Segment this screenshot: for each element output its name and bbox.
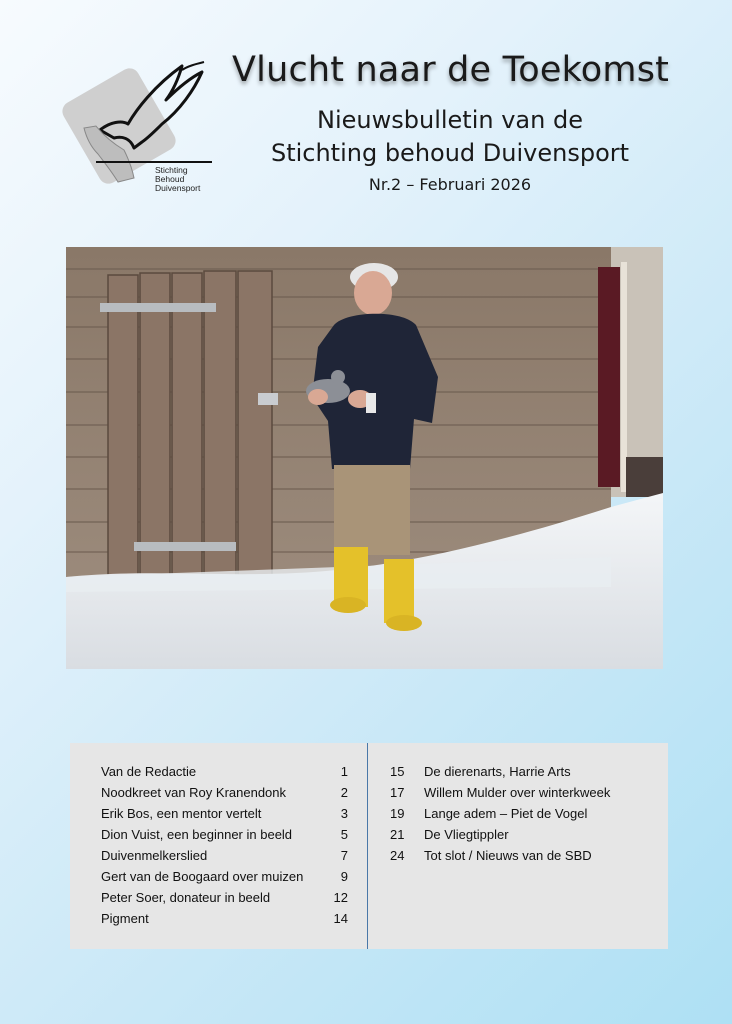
toc-entry-page: 12 — [333, 890, 348, 905]
toc-entry[interactable] — [390, 824, 660, 845]
newsletter-subtitle — [240, 104, 660, 170]
toc-entry-title: De dierenarts, Harrie Arts — [424, 764, 571, 779]
toc-entry-title: Tot slot / Nieuws van de SBD — [424, 848, 592, 863]
logo-caption-line: Stichting — [155, 165, 188, 175]
subtitle-line: Nieuwsbulletin van de — [317, 106, 583, 134]
cover-photo — [66, 247, 663, 669]
logo-caption-line: Duivensport — [155, 183, 201, 193]
toc-entry[interactable] — [390, 761, 660, 782]
toc-entry[interactable] — [101, 866, 348, 887]
issue-number: Nr.2 – Februari 2026 — [368, 175, 532, 194]
toc-entry[interactable] — [390, 845, 660, 866]
toc-entry-page: 3 — [340, 806, 348, 821]
toc-entry[interactable] — [101, 761, 348, 782]
toc-entry-page: 24 — [390, 848, 405, 863]
toc-entry-page: 1 — [340, 764, 348, 779]
toc-entry-page: 19 — [390, 806, 405, 821]
logo-caption — [155, 166, 200, 193]
toc-right-column — [390, 761, 660, 866]
toc-entry[interactable] — [390, 782, 660, 803]
toc-entry-title: Pigment — [101, 911, 149, 926]
man-with-pigeon-photo — [66, 247, 663, 669]
toc-entry-title: Willem Mulder over winterkweek — [424, 785, 611, 800]
toc-entry-page: 17 — [390, 785, 405, 800]
toc-divider — [367, 743, 368, 949]
toc-entry-title: Noodkreet van Roy Kranendonk — [101, 785, 287, 800]
toc-entry-page: 7 — [340, 848, 348, 863]
toc-entry-title: Duivenmelkerslied — [101, 848, 208, 863]
toc-entry-page: 5 — [340, 827, 348, 842]
toc-entry[interactable] — [101, 824, 348, 845]
toc-entry-title: Erik Bos, een mentor vertelt — [101, 806, 262, 821]
newsletter-title: Vlucht naar de Toekomst — [232, 50, 670, 90]
toc-entry-page: 2 — [340, 785, 348, 800]
toc-entry[interactable] — [101, 887, 348, 908]
toc-entry-title: Peter Soer, donateur in beeld — [101, 890, 271, 905]
toc-entry-title: Lange adem – Piet de Vogel — [424, 806, 588, 821]
toc-entry-title: Gert van de Boogaard over muizen — [101, 869, 304, 884]
toc-entry-page: 15 — [390, 764, 405, 779]
toc-left-column — [101, 761, 348, 929]
toc-entry-page: 9 — [340, 869, 348, 884]
toc-entry[interactable] — [101, 845, 348, 866]
toc-entry-title: Dion Vuist, een beginner in beeld — [101, 827, 293, 842]
toc-entry-page: 14 — [333, 911, 348, 926]
logo-caption-line: Behoud — [155, 174, 185, 184]
toc-entry[interactable] — [101, 782, 348, 803]
toc-entry-page: 21 — [390, 827, 405, 842]
toc-entry-title: Van de Redactie — [101, 764, 197, 779]
subtitle-line: Stichting behoud Duivensport — [270, 139, 630, 167]
toc-entry[interactable] — [390, 803, 660, 824]
toc-entry[interactable] — [101, 908, 348, 929]
table-of-contents — [70, 743, 668, 949]
toc-entry-title: De Vliegtippler — [424, 827, 509, 842]
toc-entry[interactable] — [101, 803, 348, 824]
